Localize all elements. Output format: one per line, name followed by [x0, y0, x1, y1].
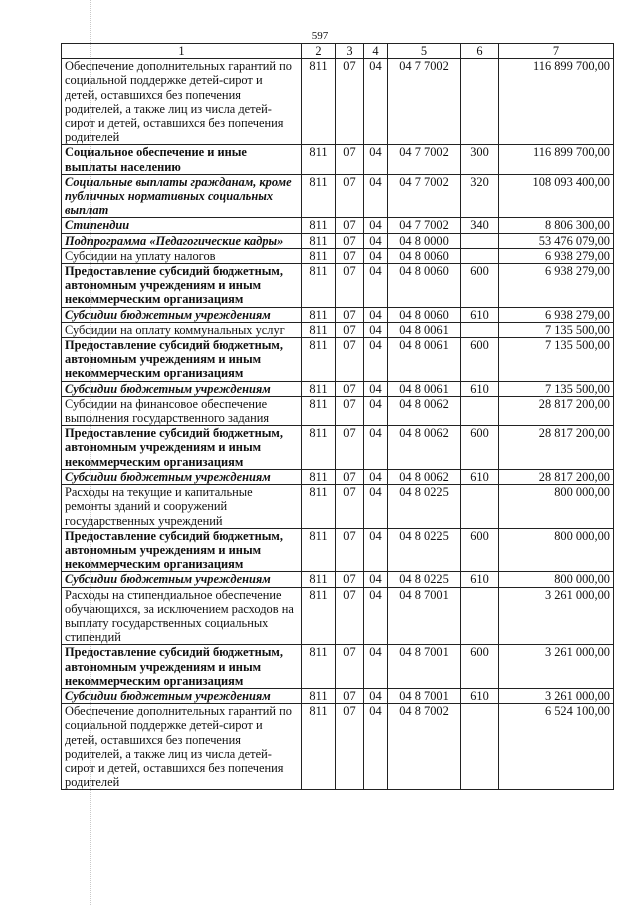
row-code-target: 04 8 0060 — [388, 264, 461, 308]
table-row — [62, 485, 614, 529]
row-amount: 800 000,00 — [499, 572, 614, 587]
row-code-target: 04 8 0225 — [388, 572, 461, 587]
table-row — [62, 322, 614, 337]
row-code-target: 04 8 7001 — [388, 688, 461, 703]
table-row — [62, 426, 614, 470]
row-amount: 53 476 079,00 — [499, 233, 614, 248]
row-code-section: 07 — [336, 426, 364, 470]
row-item-name: Обеспечение дополнительных гарантий по социальной поддержке детей-сирот и детей, оставшихся без попечения родителей, а также лиц из числа детей-сирот и детей, оставшихся без попечения родителей — [62, 59, 302, 145]
row-code-section: 07 — [336, 233, 364, 248]
row-item-name: Субсидии бюджетным учреждениям — [62, 469, 302, 484]
row-code-expense-type — [461, 322, 499, 337]
row-code-admin: 811 — [302, 322, 336, 337]
row-code-subsection: 04 — [364, 704, 388, 790]
row-code-target: 04 8 0000 — [388, 233, 461, 248]
row-code-admin: 811 — [302, 645, 336, 689]
row-code-admin: 811 — [302, 145, 336, 174]
row-code-target: 04 8 0225 — [388, 485, 461, 529]
row-code-section: 07 — [336, 485, 364, 529]
row-code-expense-type — [461, 233, 499, 248]
row-amount: 6 938 279,00 — [499, 307, 614, 322]
row-amount: 116 899 700,00 — [499, 59, 614, 145]
row-code-subsection: 04 — [364, 338, 388, 382]
row-code-admin: 811 — [302, 59, 336, 145]
row-code-subsection: 04 — [364, 174, 388, 218]
row-code-admin: 811 — [302, 338, 336, 382]
row-code-section: 07 — [336, 248, 364, 263]
row-item-name: Расходы на стипендиальное обеспечение обучающихся, за исключением расходов на выплату государственных социальных стипендий — [62, 587, 302, 645]
row-code-section: 07 — [336, 322, 364, 337]
row-code-expense-type — [461, 587, 499, 645]
row-code-expense-type: 610 — [461, 307, 499, 322]
row-code-section: 07 — [336, 688, 364, 703]
row-code-section: 07 — [336, 307, 364, 322]
column-header: 5 — [388, 44, 461, 59]
column-header: 2 — [302, 44, 336, 59]
row-code-admin: 811 — [302, 469, 336, 484]
row-code-subsection: 04 — [364, 645, 388, 689]
row-item-name: Предоставление субсидий бюджетным, автономным учреждениям и иным некоммерческим организациям — [62, 645, 302, 689]
row-code-subsection: 04 — [364, 396, 388, 425]
row-code-subsection: 04 — [364, 233, 388, 248]
table-row — [62, 572, 614, 587]
row-code-expense-type: 600 — [461, 528, 499, 572]
row-amount: 108 093 400,00 — [499, 174, 614, 218]
row-amount: 6 938 279,00 — [499, 248, 614, 263]
row-code-target: 04 7 7002 — [388, 218, 461, 233]
row-code-admin: 811 — [302, 264, 336, 308]
table-body — [62, 59, 614, 790]
row-code-expense-type: 610 — [461, 688, 499, 703]
row-code-target: 04 8 0062 — [388, 469, 461, 484]
row-amount: 7 135 500,00 — [499, 381, 614, 396]
row-item-name: Субсидии на уплату налогов — [62, 248, 302, 263]
table-row — [62, 704, 614, 790]
row-code-section: 07 — [336, 145, 364, 174]
row-item-name: Субсидии бюджетным учреждениям — [62, 572, 302, 587]
row-code-target: 04 8 7001 — [388, 645, 461, 689]
row-code-target: 04 8 0225 — [388, 528, 461, 572]
row-item-name: Предоставление субсидий бюджетным, автономным учреждениям и иным некоммерческим организациям — [62, 338, 302, 382]
row-code-subsection: 04 — [364, 381, 388, 396]
row-code-admin: 811 — [302, 587, 336, 645]
row-code-target: 04 8 7002 — [388, 704, 461, 790]
row-code-subsection: 04 — [364, 248, 388, 263]
row-code-target: 04 8 0060 — [388, 248, 461, 263]
row-code-admin: 811 — [302, 426, 336, 470]
row-code-subsection: 04 — [364, 145, 388, 174]
header-row — [62, 44, 614, 59]
row-code-expense-type — [461, 59, 499, 145]
row-code-target: 04 8 7001 — [388, 587, 461, 645]
table-row — [62, 233, 614, 248]
row-code-target: 04 8 0061 — [388, 381, 461, 396]
row-code-admin: 811 — [302, 174, 336, 218]
row-amount: 7 135 500,00 — [499, 338, 614, 382]
row-code-section: 07 — [336, 645, 364, 689]
row-code-subsection: 04 — [364, 307, 388, 322]
row-code-expense-type: 610 — [461, 469, 499, 484]
row-code-expense-type: 300 — [461, 145, 499, 174]
row-amount: 6 524 100,00 — [499, 704, 614, 790]
table-row — [62, 469, 614, 484]
row-code-expense-type: 600 — [461, 645, 499, 689]
row-amount: 7 135 500,00 — [499, 322, 614, 337]
row-code-target: 04 7 7002 — [388, 59, 461, 145]
row-item-name: Стипендии — [62, 218, 302, 233]
row-code-target: 04 8 0062 — [388, 426, 461, 470]
row-item-name: Субсидии бюджетным учреждениям — [62, 307, 302, 322]
row-code-target: 04 8 0061 — [388, 338, 461, 382]
table-row — [62, 145, 614, 174]
row-code-section: 07 — [336, 396, 364, 425]
row-code-admin: 811 — [302, 381, 336, 396]
row-amount: 3 261 000,00 — [499, 587, 614, 645]
row-code-subsection: 04 — [364, 587, 388, 645]
row-code-expense-type: 610 — [461, 572, 499, 587]
row-item-name: Обеспечение дополнительных гарантий по социальной поддержке детей-сирот и детей, оставшихся без попечения родителей, а также лиц из числа детей-сирот и детей, оставшихся без попечения родителей — [62, 704, 302, 790]
row-code-section: 07 — [336, 338, 364, 382]
row-amount: 800 000,00 — [499, 528, 614, 572]
row-code-admin: 811 — [302, 704, 336, 790]
row-code-target: 04 7 7002 — [388, 174, 461, 218]
row-amount: 116 899 700,00 — [499, 145, 614, 174]
row-code-admin: 811 — [302, 248, 336, 263]
row-code-admin: 811 — [302, 572, 336, 587]
table-row — [62, 307, 614, 322]
row-code-admin: 811 — [302, 218, 336, 233]
row-code-subsection: 04 — [364, 322, 388, 337]
row-code-expense-type — [461, 248, 499, 263]
row-code-admin: 811 — [302, 396, 336, 425]
row-code-subsection: 04 — [364, 59, 388, 145]
row-amount: 28 817 200,00 — [499, 426, 614, 470]
row-code-admin: 811 — [302, 307, 336, 322]
row-code-admin: 811 — [302, 528, 336, 572]
table-row — [62, 248, 614, 263]
table-row — [62, 218, 614, 233]
table-row — [62, 688, 614, 703]
row-code-section: 07 — [336, 469, 364, 484]
row-code-subsection: 04 — [364, 469, 388, 484]
row-item-name: Субсидии на оплату коммунальных услуг — [62, 322, 302, 337]
table-row — [62, 338, 614, 382]
row-code-expense-type: 600 — [461, 264, 499, 308]
row-code-subsection: 04 — [364, 485, 388, 529]
row-code-expense-type: 320 — [461, 174, 499, 218]
row-code-subsection: 04 — [364, 688, 388, 703]
row-code-section: 07 — [336, 218, 364, 233]
row-item-name: Субсидии на финансовое обеспечение выполнения государственного задания — [62, 396, 302, 425]
row-code-target: 04 8 0061 — [388, 322, 461, 337]
row-code-section: 07 — [336, 528, 364, 572]
row-item-name: Предоставление субсидий бюджетным, автономным учреждениям и иным некоммерческим организациям — [62, 426, 302, 470]
row-item-name: Социальные выплаты гражданам, кроме публичных нормативных социальных выплат — [62, 174, 302, 218]
row-amount: 800 000,00 — [499, 485, 614, 529]
page-number: 597 — [311, 30, 329, 42]
row-code-expense-type — [461, 485, 499, 529]
row-code-admin: 811 — [302, 688, 336, 703]
row-code-expense-type — [461, 396, 499, 425]
row-amount: 3 261 000,00 — [499, 688, 614, 703]
table-row — [62, 587, 614, 645]
row-amount: 8 806 300,00 — [499, 218, 614, 233]
table-row — [62, 59, 614, 145]
row-item-name: Субсидии бюджетным учреждениям — [62, 688, 302, 703]
row-code-target: 04 7 7002 — [388, 145, 461, 174]
row-code-section: 07 — [336, 264, 364, 308]
row-code-target: 04 8 0060 — [388, 307, 461, 322]
budget-table — [61, 43, 614, 790]
row-code-subsection: 04 — [364, 528, 388, 572]
row-code-subsection: 04 — [364, 264, 388, 308]
table-row — [62, 381, 614, 396]
table-row — [62, 396, 614, 425]
row-code-section: 07 — [336, 59, 364, 145]
column-header: 6 — [461, 44, 499, 59]
row-item-name: Расходы на текущие и капитальные ремонты зданий и сооружений государственных учреждений — [62, 485, 302, 529]
row-code-subsection: 04 — [364, 426, 388, 470]
row-item-name: Субсидии бюджетным учреждениям — [62, 381, 302, 396]
table-row — [62, 645, 614, 689]
row-amount: 6 938 279,00 — [499, 264, 614, 308]
row-amount: 28 817 200,00 — [499, 469, 614, 484]
column-header: 3 — [336, 44, 364, 59]
row-code-section: 07 — [336, 572, 364, 587]
column-header: 7 — [499, 44, 614, 59]
row-item-name: Подпрограмма «Педагогические кадры» — [62, 233, 302, 248]
row-amount: 3 261 000,00 — [499, 645, 614, 689]
row-item-name: Социальное обеспечение и иные выплаты населению — [62, 145, 302, 174]
row-code-expense-type: 600 — [461, 338, 499, 382]
row-code-section: 07 — [336, 381, 364, 396]
column-header: 4 — [364, 44, 388, 59]
row-code-section: 07 — [336, 587, 364, 645]
row-code-admin: 811 — [302, 485, 336, 529]
row-code-expense-type: 600 — [461, 426, 499, 470]
row-code-expense-type: 610 — [461, 381, 499, 396]
table-row — [62, 264, 614, 308]
row-amount: 28 817 200,00 — [499, 396, 614, 425]
row-code-subsection: 04 — [364, 572, 388, 587]
column-header: 1 — [62, 44, 302, 59]
row-code-section: 07 — [336, 174, 364, 218]
row-code-expense-type — [461, 704, 499, 790]
table-row — [62, 174, 614, 218]
row-item-name: Предоставление субсидий бюджетным, автономным учреждениям и иным некоммерческим организациям — [62, 264, 302, 308]
row-code-section: 07 — [336, 704, 364, 790]
row-code-admin: 811 — [302, 233, 336, 248]
row-code-expense-type: 340 — [461, 218, 499, 233]
row-code-subsection: 04 — [364, 218, 388, 233]
row-item-name: Предоставление субсидий бюджетным, автономным учреждениям и иным некоммерческим организациям — [62, 528, 302, 572]
row-code-target: 04 8 0062 — [388, 396, 461, 425]
table-row — [62, 528, 614, 572]
